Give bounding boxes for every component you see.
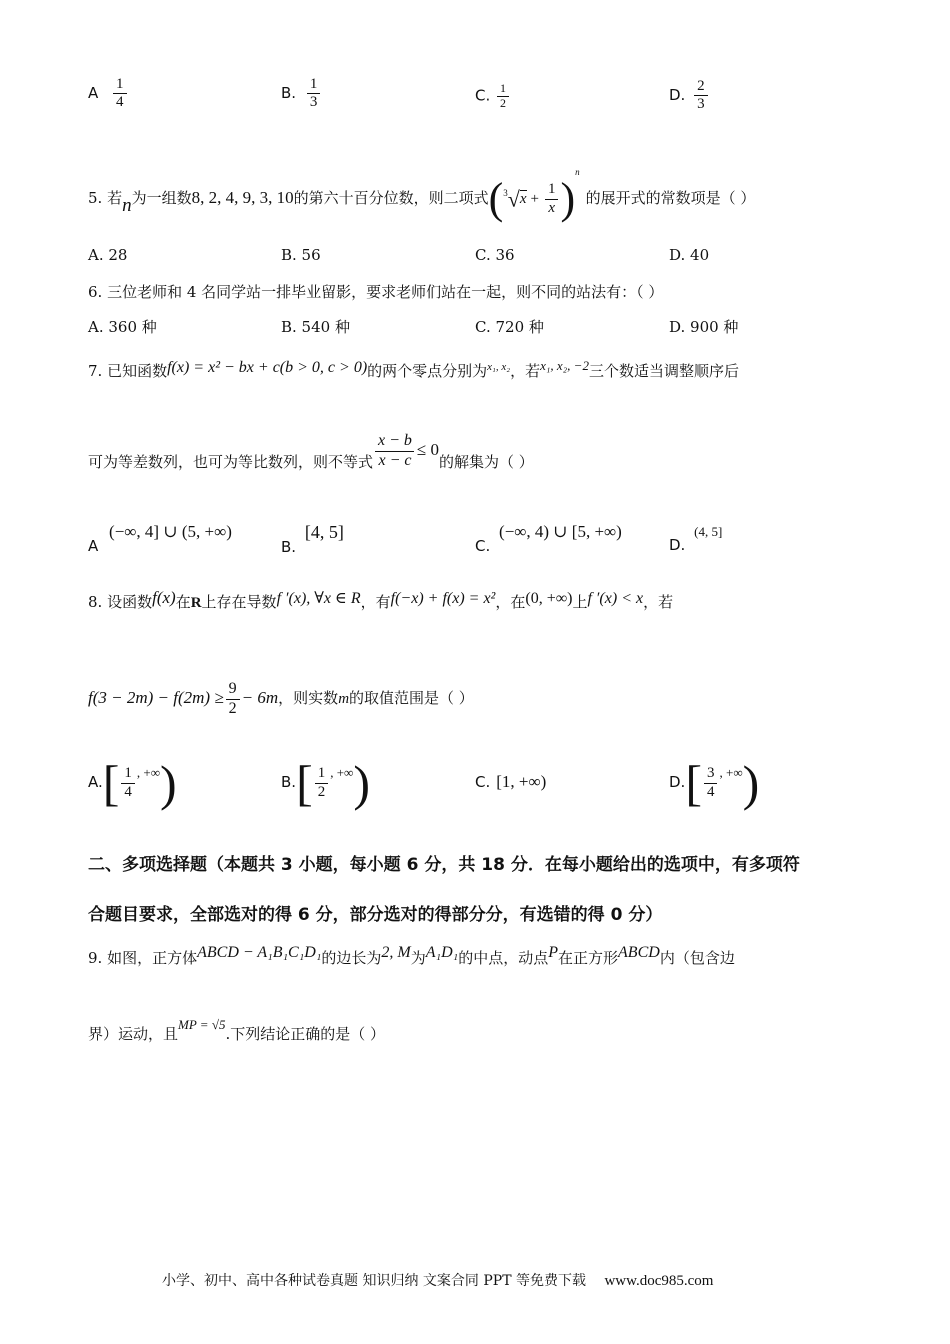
option-value: (−∞, 4] ∪ (5, +∞) xyxy=(109,522,232,541)
cube-root xyxy=(503,186,527,212)
denominator: 3 xyxy=(694,95,708,113)
math-var: n xyxy=(122,195,132,216)
option-label: C. xyxy=(475,537,491,555)
q4-option-c xyxy=(475,82,511,111)
bracket-left: [ xyxy=(685,755,702,811)
question-text: 为一组数 xyxy=(131,189,192,207)
question-text: 的第六十百分位数，则二项式 xyxy=(293,189,489,207)
q7-option-c xyxy=(475,522,622,555)
math-expression: f ′(x) < x xyxy=(587,590,644,607)
option-tail: , +∞ xyxy=(136,765,161,780)
numerator: 1 xyxy=(317,765,326,782)
q6-option-d: D. 900 种 xyxy=(669,318,739,336)
math-var: x xyxy=(519,191,527,207)
fraction xyxy=(497,82,509,111)
bracket-left: [ xyxy=(102,755,120,811)
question-text: 上存在导数 xyxy=(201,593,277,611)
q5-option-c: C. 36 xyxy=(475,246,515,264)
option-label: D. xyxy=(669,85,686,104)
fraction xyxy=(694,78,708,114)
question-6: 6. 三位老师和 4 名同学站一排毕业留影，要求老师们站在一起，则不同的站法有：（ ） xyxy=(88,283,664,301)
question-text: 8. 设函数 xyxy=(88,593,153,611)
question-9-line2 xyxy=(88,1016,385,1053)
q5-option-a: A. 28 xyxy=(88,246,128,264)
numerator: 1 xyxy=(500,81,507,95)
fraction xyxy=(307,76,321,112)
math-expression: x₁, x₂ xyxy=(487,361,511,373)
question-text: 内（包含边 xyxy=(659,949,735,967)
q7-option-b xyxy=(281,522,344,556)
option-value: [4, 5] xyxy=(304,522,344,542)
q5-option-d: D. 40 xyxy=(669,246,710,264)
math-expression: f ′(x), ∀x ∈ R xyxy=(276,590,361,607)
math-expression: ABCD − A₁B₁C₁D₁ xyxy=(197,944,322,961)
math-expression: f(−x) + f(x) = x² xyxy=(390,590,496,607)
question-text: 三个数适当调整顺序后 xyxy=(588,362,739,380)
paren-left: ( xyxy=(488,174,504,223)
question-text: .下列结论正确的是（ ） xyxy=(225,1025,386,1043)
denominator: x − c xyxy=(375,451,414,470)
question-text: 9. 如图，正方体 xyxy=(88,949,198,967)
math-expression: − 6m xyxy=(241,688,279,707)
option-label: A. xyxy=(88,773,103,791)
question-text: 的取值范围是（ ） xyxy=(349,689,474,707)
question-text: 7. 已知函数 xyxy=(88,362,168,380)
denominator: 4 xyxy=(121,783,135,801)
question-text: ，若 xyxy=(510,362,541,380)
question-text: 在正方形 xyxy=(558,949,619,967)
q6-option-b: B. 540 种 xyxy=(281,318,350,336)
question-text: 上 xyxy=(572,593,588,611)
option-label: B. xyxy=(281,773,297,791)
exponent: n xyxy=(575,167,580,177)
question-7-line2 xyxy=(88,432,534,492)
question-text: 的边长为 xyxy=(321,949,382,967)
question-9-line1 xyxy=(88,940,735,977)
fraction xyxy=(315,765,329,801)
fraction xyxy=(545,181,559,217)
question-text: 在 xyxy=(175,593,191,611)
math-expression: MP = √5 xyxy=(178,1017,226,1032)
radical-icon: √ xyxy=(507,186,520,212)
fraction xyxy=(375,432,415,470)
question-7-line1 xyxy=(88,356,739,388)
question-text: 的两个零点分别为 xyxy=(367,362,488,380)
math-expression: f(x) = x² − bx + c(b > 0, c > 0) xyxy=(167,359,368,376)
numerator: x − b xyxy=(378,432,412,450)
option-label: C. xyxy=(475,773,491,791)
denominator: 2 xyxy=(226,699,240,718)
footer-link[interactable]: www.doc985.com xyxy=(604,1273,714,1289)
math-expression: (0, +∞) xyxy=(525,590,573,607)
relation: ≤ 0 xyxy=(416,440,440,459)
question-text: 的展开式的常数项是（ ） xyxy=(585,189,756,207)
question-text: ，有 xyxy=(360,593,391,611)
question-8-line2 xyxy=(88,668,474,729)
q8-option-a xyxy=(88,754,177,811)
question-number: 5. 若 xyxy=(88,189,123,207)
section-heading-line1: 二、多项选择题（本题共 3 小题，每小题 6 分，共 18 分．在每小题给出的选项中，有多项符 xyxy=(88,855,800,875)
numerator: 1 xyxy=(116,76,124,92)
denominator: x xyxy=(545,199,558,217)
option-value: [1, +∞) xyxy=(496,772,547,791)
paren-right: ) xyxy=(160,755,177,811)
data-list: 8, 2, 4, 9, 3, 10 xyxy=(191,188,294,207)
question-8-line1 xyxy=(88,582,673,623)
option-label: A xyxy=(88,83,99,102)
math-expression: A₁D₁ xyxy=(425,944,459,961)
denominator: 3 xyxy=(307,93,321,111)
option-label: B. xyxy=(281,83,297,102)
option-label: D. xyxy=(669,773,686,791)
operator: + xyxy=(530,191,539,207)
fraction xyxy=(113,76,127,112)
question-text: ，则实数 xyxy=(278,689,339,707)
root-index: 3 xyxy=(503,188,508,198)
numerator: 1 xyxy=(309,76,318,92)
bracket-left: [ xyxy=(296,755,313,811)
math-expression: ABCD xyxy=(618,944,660,961)
section-heading-line2: 合题目要求，全部选对的得 6 分，部分选对的得部分分，有选错的得 0 分） xyxy=(88,905,663,925)
option-value: (4, 5] xyxy=(694,524,723,539)
q7-option-a xyxy=(88,522,232,555)
q4-option-b xyxy=(281,76,322,112)
q4-option-d xyxy=(669,78,710,114)
paren-right: ) xyxy=(560,174,576,223)
denominator: 4 xyxy=(113,93,127,111)
math-expression: x₁, x₂, −2 xyxy=(540,358,589,373)
question-text: 的解集为（ ） xyxy=(439,453,534,471)
math-var: P xyxy=(548,944,559,961)
numerator: 1 xyxy=(124,765,132,782)
math-set: R xyxy=(190,595,202,611)
q8-option-b xyxy=(281,754,370,811)
denominator: 2 xyxy=(497,96,509,111)
math-expression: f(3 − 2m) − f(2m) ≥ xyxy=(88,688,224,707)
q5-option-b: B. 56 xyxy=(281,246,321,264)
question-5 xyxy=(88,158,755,228)
question-text: 可为等差数列，也可为等比数列，则不等式 xyxy=(88,453,374,471)
denominator: 4 xyxy=(704,783,718,801)
q4-option-a xyxy=(88,76,129,112)
footer-text: 小学、初中、高中各种试卷真题 知识归纳 文案合同 PPT 等免费下载 xyxy=(162,1273,586,1289)
fraction xyxy=(226,680,240,718)
math-expression: f(x) xyxy=(152,588,176,607)
q7-option-d xyxy=(669,522,723,554)
paren-right: ) xyxy=(353,755,370,811)
q8-option-c xyxy=(475,754,546,810)
fraction xyxy=(121,765,135,801)
option-label: A xyxy=(88,537,99,555)
numerator: 3 xyxy=(706,765,715,782)
numerator: 1 xyxy=(548,181,556,198)
q8-option-d xyxy=(669,754,759,811)
option-tail: , +∞ xyxy=(719,765,743,780)
denominator: 2 xyxy=(315,783,329,801)
option-value: (−∞, 4) ∪ [5, +∞) xyxy=(499,522,622,541)
option-label: B. xyxy=(281,538,297,556)
paren-right: ) xyxy=(742,755,760,811)
fraction xyxy=(704,765,718,801)
math-expression: 2, M xyxy=(381,944,411,961)
q6-option-a: A. 360 种 xyxy=(88,318,157,336)
option-label: C. xyxy=(475,86,491,105)
option-label: D. xyxy=(669,536,686,554)
math-var: m xyxy=(338,691,350,707)
question-text: 为 xyxy=(410,949,426,967)
q6-option-c: C. 720 种 xyxy=(475,318,544,336)
numerator: 2 xyxy=(697,78,705,94)
question-text: ，若 xyxy=(643,593,674,611)
question-text: ，在 xyxy=(495,593,526,611)
footer xyxy=(162,1270,713,1290)
option-tail: , +∞ xyxy=(330,765,354,780)
question-text: 界）运动，且 xyxy=(88,1025,179,1043)
question-text: 的中点，动点 xyxy=(458,949,549,967)
numerator: 9 xyxy=(228,680,237,698)
